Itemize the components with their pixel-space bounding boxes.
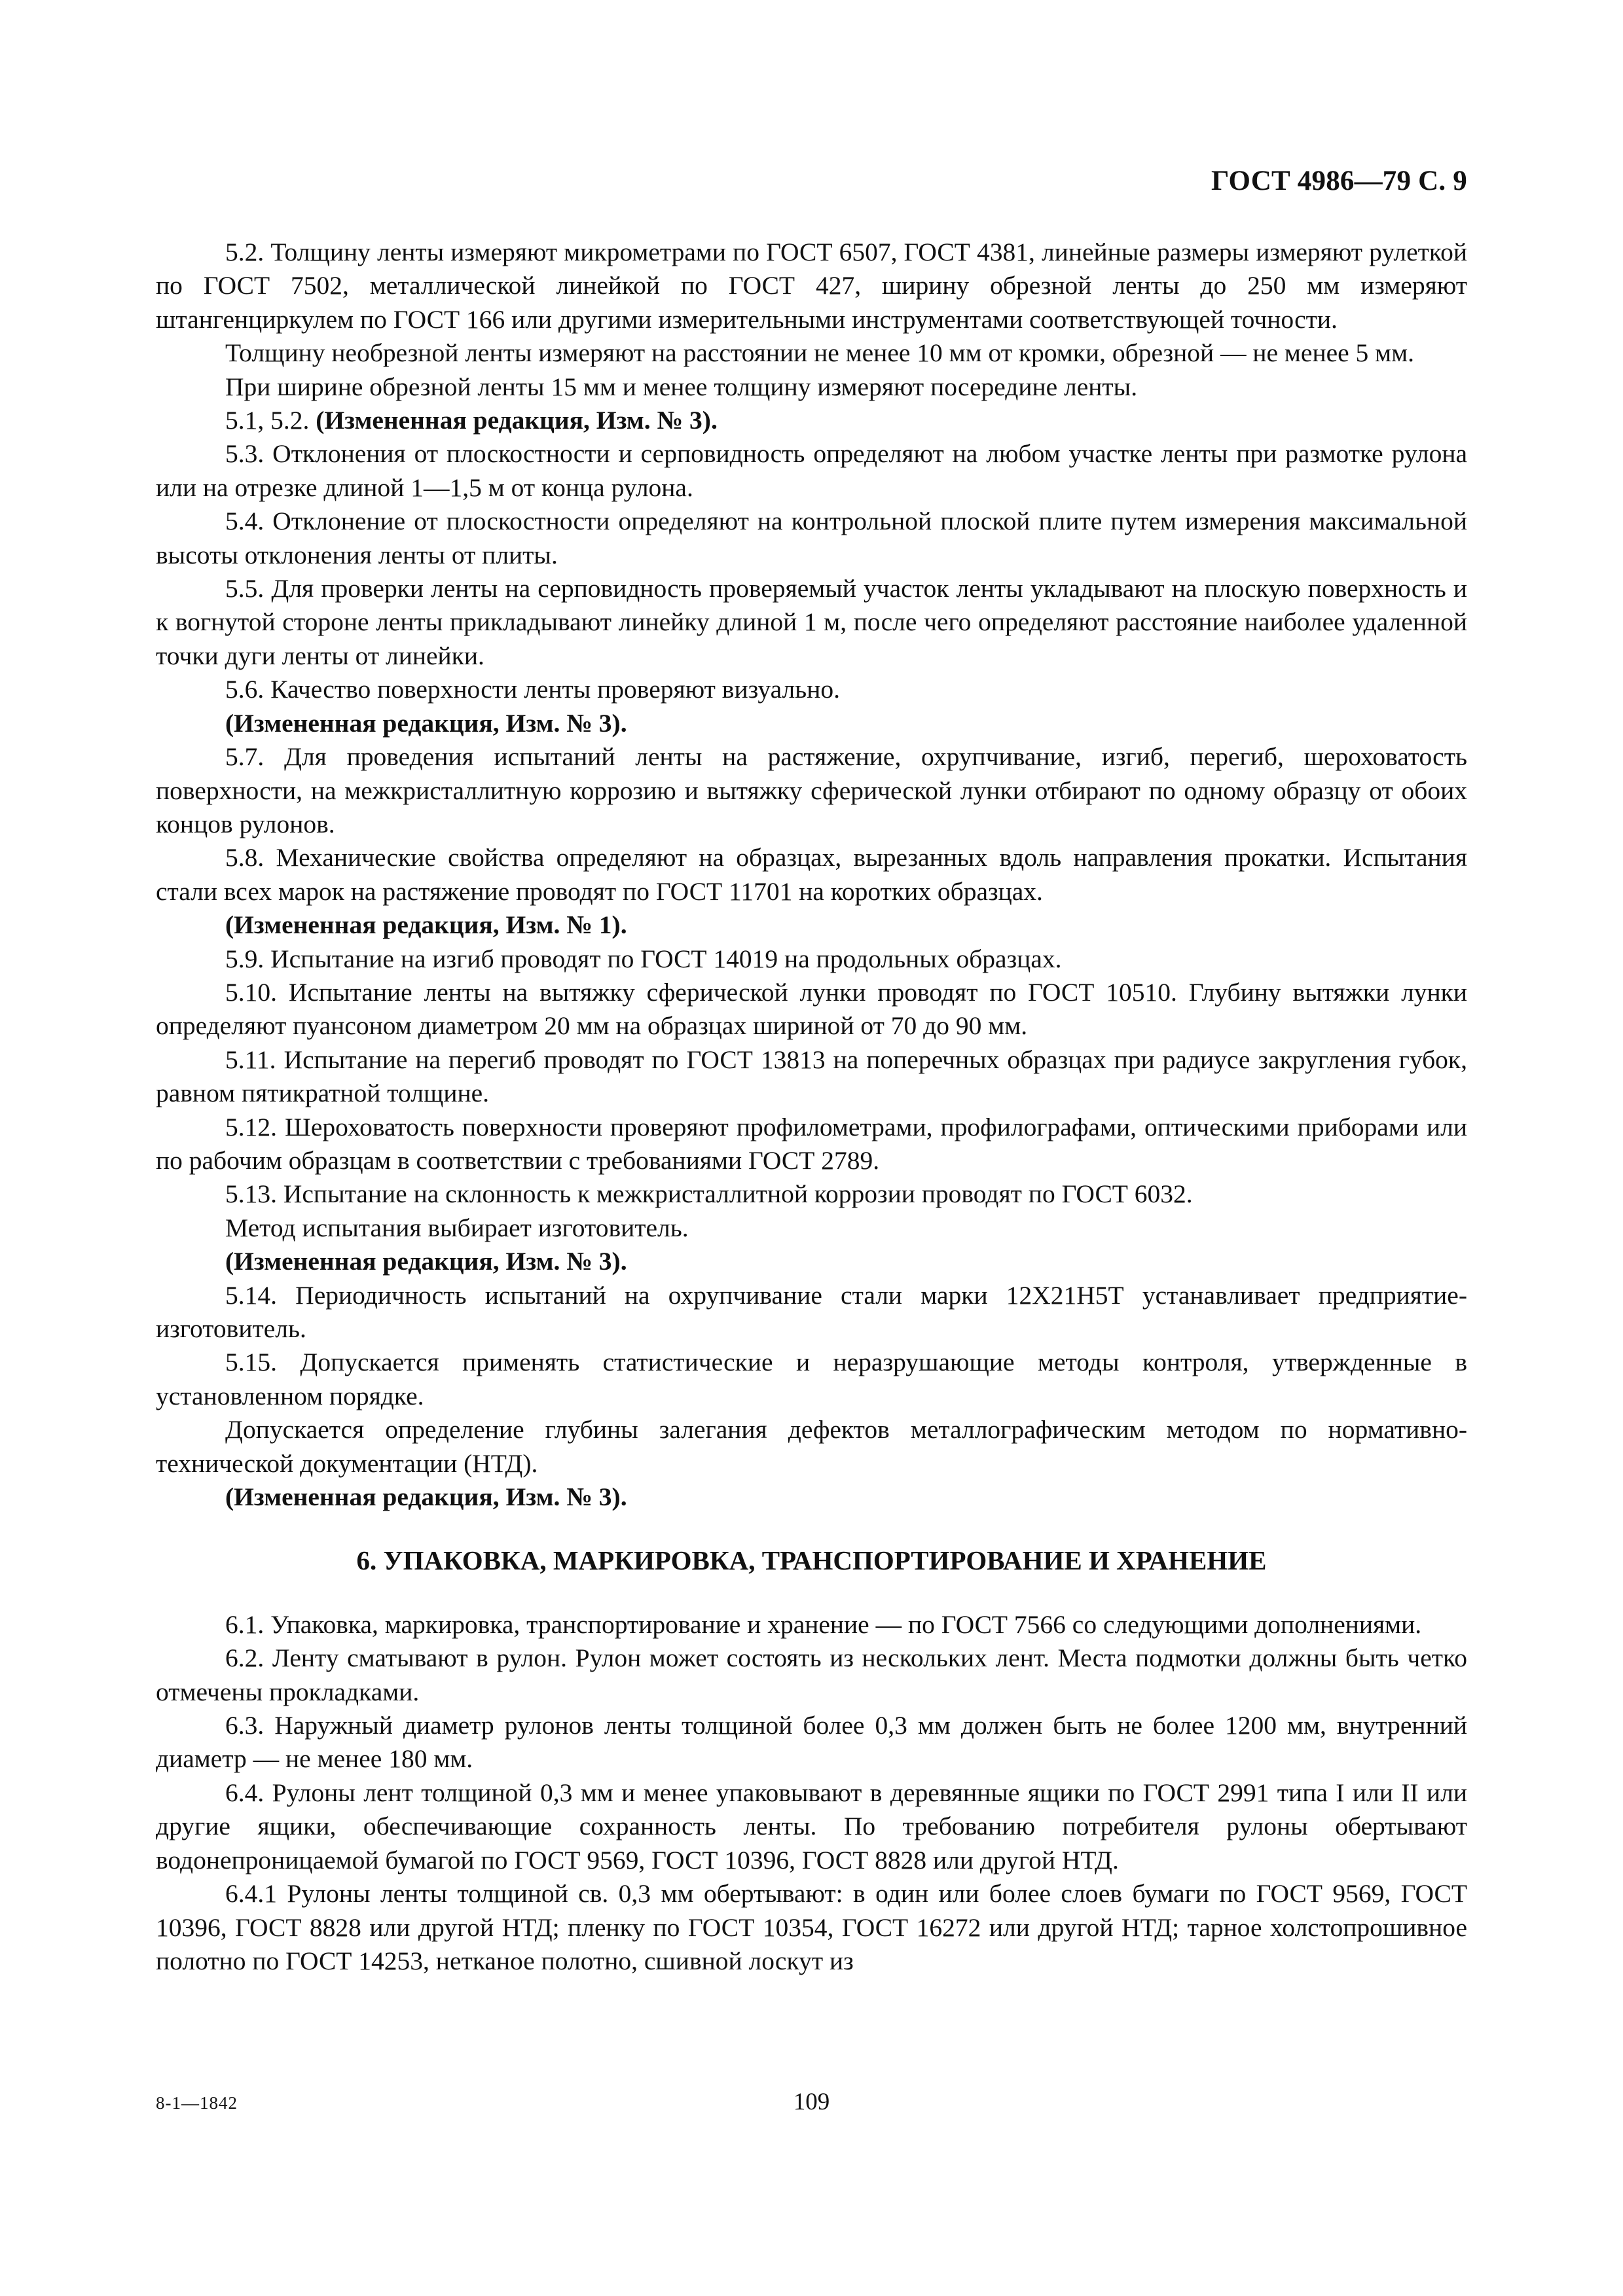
paragraph: 5.5. Для проверки ленты на серповидность проверяемый участок ленты укладывают на плоскую поверхность и к вогнутой стороне ленты прикладывают линейку длиной 1 м, после чего определяют расстояние наиболее удаленной точки дуги ленты от линейки. <box>156 574 1467 670</box>
paragraph: 5.6. Качество поверхности ленты проверяют визуально. <box>225 675 840 704</box>
amendment-note: (Измененная редакция, Изм. № 3). <box>225 1247 627 1276</box>
paragraph: 5.13. Испытание на склонность к межкристаллитной коррозии проводят по ГОСТ 6032. <box>225 1179 1193 1209</box>
running-head: ГОСТ 4986—79 С. 9 <box>1211 166 1467 196</box>
print-code: 8-1—1842 <box>156 2093 238 2113</box>
paragraph: 5.8. Механические свойства определяют на образцах, вырезанных вдоль направления прокатки. Испытания стали всех марок на растяжение проводят по ГОСТ 11701 на коротких образцах. <box>156 843 1467 906</box>
paragraph: Метод испытания выбирает изготовитель. <box>225 1213 689 1242</box>
paragraph: 5.7. Для проведения испытаний ленты на растяжение, охрупчивание, изгиб, перегиб, шероховатость поверхности, на межкристаллитную коррозию и вытяжку сферической лунки отбирают по одному образцу от обоих концов рулонов. <box>156 742 1467 838</box>
amendment-note: (Измененная редакция, Изм. № 3). <box>225 1482 627 1512</box>
paragraph: 6.2. Ленту сматывают в рулон. Рулон может состоять из нескольких лент. Места подмотки должны быть четко отмечены прокладками. <box>156 1643 1467 1706</box>
paragraph: 5.11. Испытание на перегиб проводят по ГОСТ 13813 на поперечных образцах при радиусе закругления губок, равном пятикратной толщине. <box>156 1045 1467 1108</box>
amendment-note: (Измененная редакция, Изм. № 3). <box>316 406 718 435</box>
amendment-note: (Измененная редакция, Изм. № 1). <box>225 910 627 940</box>
paragraph: 5.3. Отклонения от плоскостности и серповидность определяют на любом участке ленты при размотке рулона или на отрезке длиной 1—1,5 м от конца рулона. <box>156 439 1467 502</box>
paragraph: Допускается определение глубины залегания дефектов металлографическим методом по нормативно-технической документации (НТД). <box>156 1415 1467 1478</box>
paragraph: 6.4. Рулоны лент толщиной 0,3 мм и менее упаковывают в деревянные ящики по ГОСТ 2991 типа I или II или другие ящики, обеспечивающие сохранность ленты. По требованию потребителя рулоны обертывают водонепроницаемой бумагой по ГОСТ 9569, ГОСТ 10396, ГОСТ 8828 или другой НТД. <box>156 1778 1467 1874</box>
paragraph: 6.1. Упаковка, маркировка, транспортирование и хранение — по ГОСТ 7566 со следующими дополнениями. <box>225 1609 1422 1639</box>
paragraph-ref: 5.1, 5.2. <box>225 406 316 435</box>
paragraph: 6.4.1 Рулоны ленты толщиной св. 0,3 мм обертывают: в один или более слоев бумаги по ГОСТ 9569, ГОСТ 10396, ГОСТ 8828 или другой НТД; пленку по ГОСТ 10354, ГОСТ 16272 или другой НТД; тарное холстопрошивное полотно по ГОСТ 14253, нетканое полотно, сшивной лоскут из <box>156 1879 1467 1975</box>
amendment-note: (Измененная редакция, Изм. № 3). <box>225 708 627 738</box>
paragraph: 5.12. Шероховатость поверхности проверяют профилометрами, профилографами, оптическими приборами или по рабочим образцам в соответствии с требованиями ГОСТ 2789. <box>156 1112 1467 1175</box>
page-number: 109 <box>793 2089 830 2115</box>
paragraph: 5.15. Допускается применять статистические и неразрушающие методы контроля, утвержденные в установленном порядке. <box>156 1348 1467 1410</box>
paragraph: При ширине обрезной ленты 15 мм и менее толщину измеряют посередине ленты. <box>225 372 1138 401</box>
paragraph: 5.10. Испытание ленты на вытяжку сферической лунки проводят по ГОСТ 10510. Глубину вытяжки лунки определяют пуансоном диаметром 20 мм на образцах шириной от 70 до 90 мм. <box>156 977 1467 1041</box>
paragraph: 5.14. Периодичность испытаний на охрупчивание стали марки 12Х21Н5Т устанавливает предприятие-изготовитель. <box>156 1280 1467 1343</box>
paragraph: Толщину необрезной ленты измеряют на расстоянии не менее 10 мм от кромки, обрезной — не менее 5 мм. <box>225 338 1415 368</box>
paragraph <box>156 404 1467 437</box>
paragraph: 5.2. Толщину ленты измеряют микрометрами по ГОСТ 6507, ГОСТ 4381, линейные размеры измеряют рулеткой по ГОСТ 7502, металлической линейкой по ГОСТ 427, ширину обрезной ленты до 250 мм измеряют штангенциркулем по ГОСТ 166 или другими измерительными инструментами соответствующей точности. <box>156 238 1467 334</box>
paragraph: 5.4. Отклонение от плоскостности определяют на контрольной плоской плите путем измерения максимальной высоты отклонения ленты от плиты. <box>156 507 1467 569</box>
section-title: 6. УПАКОВКА, МАРКИРОВКА, ТРАНСПОРТИРОВАНИЕ И ХРАНЕНИЕ <box>356 1545 1267 1576</box>
paragraph: 5.9. Испытание на изгиб проводят по ГОСТ 14019 на продольных образцах. <box>225 944 1062 973</box>
paragraph: 6.3. Наружный диаметр рулонов ленты толщиной более 0,3 мм должен быть не более 1200 мм, внутренний диаметр — не менее 180 мм. <box>156 1711 1467 1774</box>
document-body <box>156 236 1467 1978</box>
